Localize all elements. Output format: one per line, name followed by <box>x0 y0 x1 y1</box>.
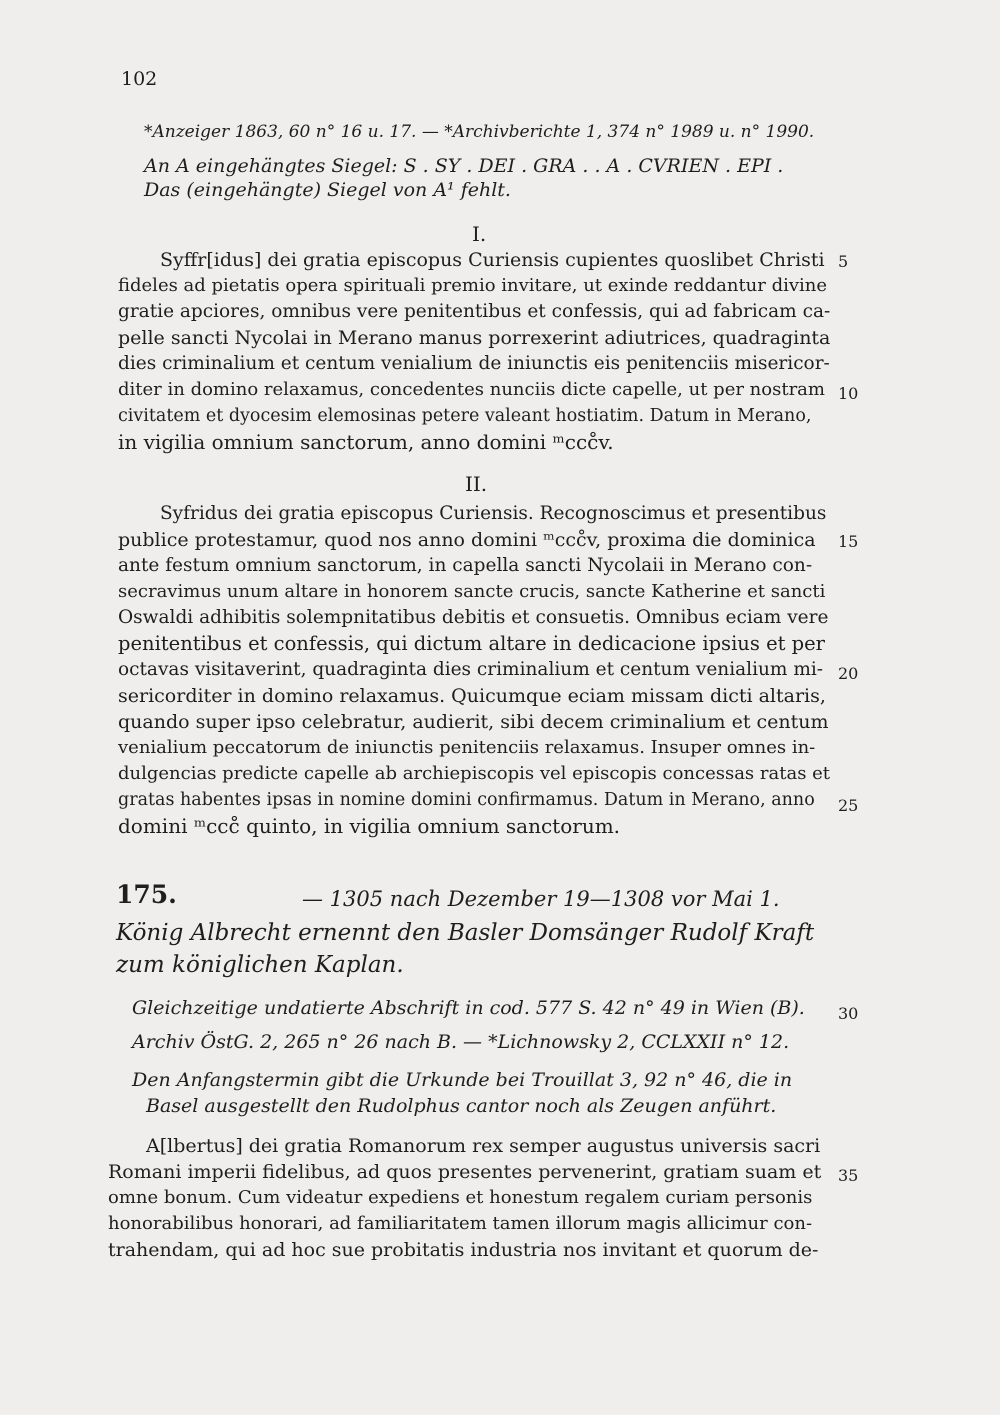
document-text-line: honorabilibus honorari, ad familiaritatem tamen illorum magis allicimur con- <box>108 1213 813 1234</box>
section-i-line: fideles ad pietatis opera spirituali premio invitare, ut exinde reddantur divine <box>118 275 828 296</box>
document-title: König Albrecht ernennt den Basler Domsänger Rudolf Kraft <box>116 920 815 946</box>
section-i-numeral: I. <box>472 222 487 246</box>
note-line: Basel ausgestellt den Rudolphus cantor noch als Zeugen anführt. <box>146 1095 777 1117</box>
line-number: 25 <box>838 796 859 815</box>
header-reference-line: *Anzeiger 1863, 60 n° 16 u. 17. — *Archivberichte 1, 374 n° 1989 u. n° 1990. <box>144 122 815 142</box>
section-ii-line: gratas habentes ipsas in nomine domini confirmamus. Datum in Merano, anno <box>118 790 815 810</box>
document-title: zum königlichen Kaplan. <box>116 952 404 978</box>
section-ii-line: publice protestamur, quod nos anno domini ᵐccc̊v, proxima die dominica <box>118 529 816 551</box>
note-line: Den Anfangstermin gibt die Urkunde bei Trouillat 3, 92 n° 46, die in <box>132 1069 793 1091</box>
header-seal-missing-line: Das (eingehängte) Siegel von A¹ fehlt. <box>144 179 511 201</box>
page-number: 102 <box>121 68 158 90</box>
line-number: 15 <box>838 532 859 551</box>
line-number: 35 <box>838 1166 859 1185</box>
section-ii-line: secravimus unum altare in honorem sancte crucis, sancte Katherine et sancti <box>118 581 826 602</box>
section-ii-line: Oswaldi adhibitis solempnitatibus debitis et consuetis. Omnibus eciam vere <box>118 607 829 628</box>
line-number: 30 <box>838 1004 859 1023</box>
section-ii-numeral: II. <box>465 472 488 496</box>
section-ii-line: Syfridus dei gratia episcopus Curiensis. Recognoscimus et presentibus <box>160 503 827 524</box>
document-text-line: omne bonum. Cum videatur expediens et honestum regalem curiam personis <box>108 1187 813 1208</box>
section-i-line: diter in domino relaxamus, concedentes nunciis dicte capelle, ut per nostram <box>118 379 825 400</box>
section-i-line: in vigilia omnium sanctorum, anno domini ᵐccc̊v. <box>118 430 614 454</box>
section-ii-line: penitentibus et confessis, qui dictum altare in dedicacione ipsius et per <box>118 632 825 655</box>
section-i-line: gratie apciores, omnibus vere penitentibus et confessis, qui ad fabricam ca- <box>118 301 831 322</box>
line-number: 20 <box>838 664 859 683</box>
section-i-line: pelle sancti Nycolai in Merano manus porrexerint adiutrices, quadraginta <box>118 327 831 349</box>
section-i-line: dies criminalium et centum venialium de iniunctis eis penitenciis misericor- <box>118 353 830 374</box>
header-seal-line: An A eingehängtes Siegel: S . SY . DEI . GRA . . A . CVRIEN . EPI . <box>144 155 784 177</box>
line-number: 5 <box>838 252 849 271</box>
section-ii-line: quando super ipso celebratur, audierit, sibi decem criminalium et centum <box>118 711 829 733</box>
document-date: — 1305 nach Dezember 19—1308 vor Mai 1. <box>302 887 780 911</box>
document-text-line: A[lbertus] dei gratia Romanorum rex semper augustus universis sacri <box>146 1135 821 1157</box>
section-ii-line: dulgencias predicte capelle ab archiepiscopis vel episcopis concessas ratas et <box>118 763 831 784</box>
section-i-line: civitatem et dyocesim elemosinas petere valeant hostiatim. Datum in Merano, <box>118 406 812 426</box>
section-i-line: Syffr[idus] dei gratia episcopus Curiensis cupientes quoslibet Christi <box>160 249 825 271</box>
document-number: 175. <box>116 880 177 909</box>
line-number: 10 <box>838 384 859 403</box>
section-ii-line: ante festum omnium sanctorum, in capella sancti Nycolaii in Merano con- <box>118 555 813 576</box>
source-line: Gleichzeitige undatierte Abschrift in cod. 577 S. 42 n° 49 in Wien (B). <box>132 997 805 1019</box>
document-text-line: Romani imperii fidelibus, ad quos presentes pervenerint, gratiam suam et <box>108 1161 822 1183</box>
section-ii-line: octavas visitaverint, quadraginta dies criminalium et centum venialium mi- <box>118 659 824 680</box>
section-ii-line: domini ᵐccc̊ quinto, in vigilia omnium sanctorum. <box>118 814 621 838</box>
section-ii-line: sericorditer in domino relaxamus. Quicumque eciam missam dicti altaris, <box>118 685 826 707</box>
document-text-line: trahendam, qui ad hoc sue probitatis industria nos invitant et quorum de- <box>108 1239 819 1261</box>
section-ii-line: venialium peccatorum de iniunctis penitenciis relaxamus. Insuper omnes in- <box>118 737 816 758</box>
source-line: Archiv ÖstG. 2, 265 n° 26 nach B. — *Lichnowsky 2, CCLXXII n° 12. <box>132 1031 790 1053</box>
